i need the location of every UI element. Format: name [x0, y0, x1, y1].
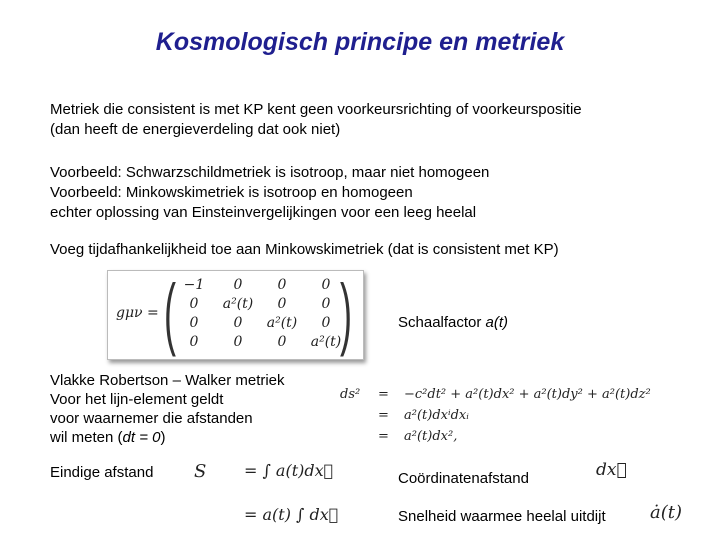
frw-line: Voor het lijn-element geldt: [50, 391, 224, 408]
distance-equation: [192, 458, 339, 538]
matrix-cell: a²(t): [310, 334, 342, 350]
matrix-cell: a²(t): [266, 315, 298, 331]
paragraph-line: Metriek die consistent is met KP kent geen voorkeursrichting of voorkeurspositie: [50, 101, 582, 118]
distance-row1: = ∫ a(t)dx⃗: [244, 461, 334, 480]
matrix-left-paren: (: [164, 268, 176, 357]
line-element-operator: =: [378, 429, 389, 444]
scale-factor-label: [398, 313, 508, 333]
matrix-cell: 0: [277, 296, 287, 312]
line-element-expression: a²(t)dx²,: [404, 429, 458, 444]
frw-line: Vlakke Robertson – Walker metriek: [50, 372, 285, 389]
matrix-cell: 0: [321, 296, 331, 312]
matrix-cell: 0: [277, 334, 287, 350]
frw-line4-math: dt = 0: [122, 429, 161, 446]
line-element-expression: a²(t)dxⁱdxᵢ: [404, 408, 469, 423]
matrix-cell: −1: [183, 277, 205, 293]
distance-lhs: S: [194, 461, 207, 482]
matrix-lhs: gμν =: [116, 305, 159, 321]
coordinate-distance-symbol: dx⃗: [596, 460, 627, 480]
metric-matrix-figure: [107, 270, 364, 360]
scale-factor-symbol: a(t): [485, 314, 509, 331]
matrix-cell: a²(t): [222, 296, 254, 312]
expansion-speed-label: Snelheid waarmee heelal uitdijt: [398, 508, 606, 525]
matrix-cell: 0: [233, 315, 243, 331]
matrix-cell: 0: [321, 315, 331, 331]
frw-line4-suffix: ): [160, 429, 166, 446]
frw-line: [50, 428, 285, 447]
page-title: Kosmologisch principe en metriek: [155, 28, 565, 56]
matrix-cells: [172, 277, 348, 357]
line-element-operator: =: [378, 408, 389, 423]
scale-factor-text: Schaalfactor: [398, 314, 486, 331]
matrix-cell: 0: [189, 334, 199, 350]
expansion-symbol: ȧ(t): [650, 502, 683, 523]
paragraph-line: Voorbeeld: Schwarzschildmetriek is isotroop, maar niet homogeen: [50, 164, 490, 181]
coordinate-distance-label: Coördinatenafstand: [398, 470, 529, 487]
line-element-operator: =: [378, 387, 389, 402]
frw-line4-prefix: wil meten (: [50, 429, 123, 446]
paragraph-line: echter oplossing van Einsteinvergelijkingen voor een leeg heelal: [50, 204, 477, 221]
matrix-cell: 0: [321, 277, 331, 293]
matrix-right-paren: ): [340, 268, 352, 357]
matrix-cell: 0: [233, 334, 243, 350]
matrix-cell: 0: [277, 277, 287, 293]
paragraph-time-dependence: Voeg tijdafhankelijkheid toe aan Minkowskimetriek (dat is consistent met KP): [50, 241, 559, 258]
distance-row2: = a(t) ∫ dx⃗: [244, 505, 339, 524]
frw-description: [50, 371, 285, 447]
finite-distance-label: Eindige afstand: [50, 464, 154, 481]
paragraph-metric-kp: [50, 100, 582, 140]
matrix-cell: 0: [189, 315, 199, 331]
paragraph-line: (dan heeft de energieverdeling dat ook niet): [50, 121, 341, 138]
matrix-cell: 0: [233, 277, 243, 293]
line-element-expression: −c²dt² + a²(t)dx² + a²(t)dy² + a²(t)dz²: [404, 387, 651, 402]
paragraph-line: Voorbeeld: Minkowskimetriek is isotroop en homogeen: [50, 184, 413, 201]
line-element-lhs: ds²: [340, 387, 361, 402]
matrix-cell: 0: [189, 296, 199, 312]
frw-line: voor waarnemer die afstanden: [50, 410, 253, 427]
line-element-equation: [340, 387, 710, 457]
paragraph-examples: [50, 163, 489, 223]
